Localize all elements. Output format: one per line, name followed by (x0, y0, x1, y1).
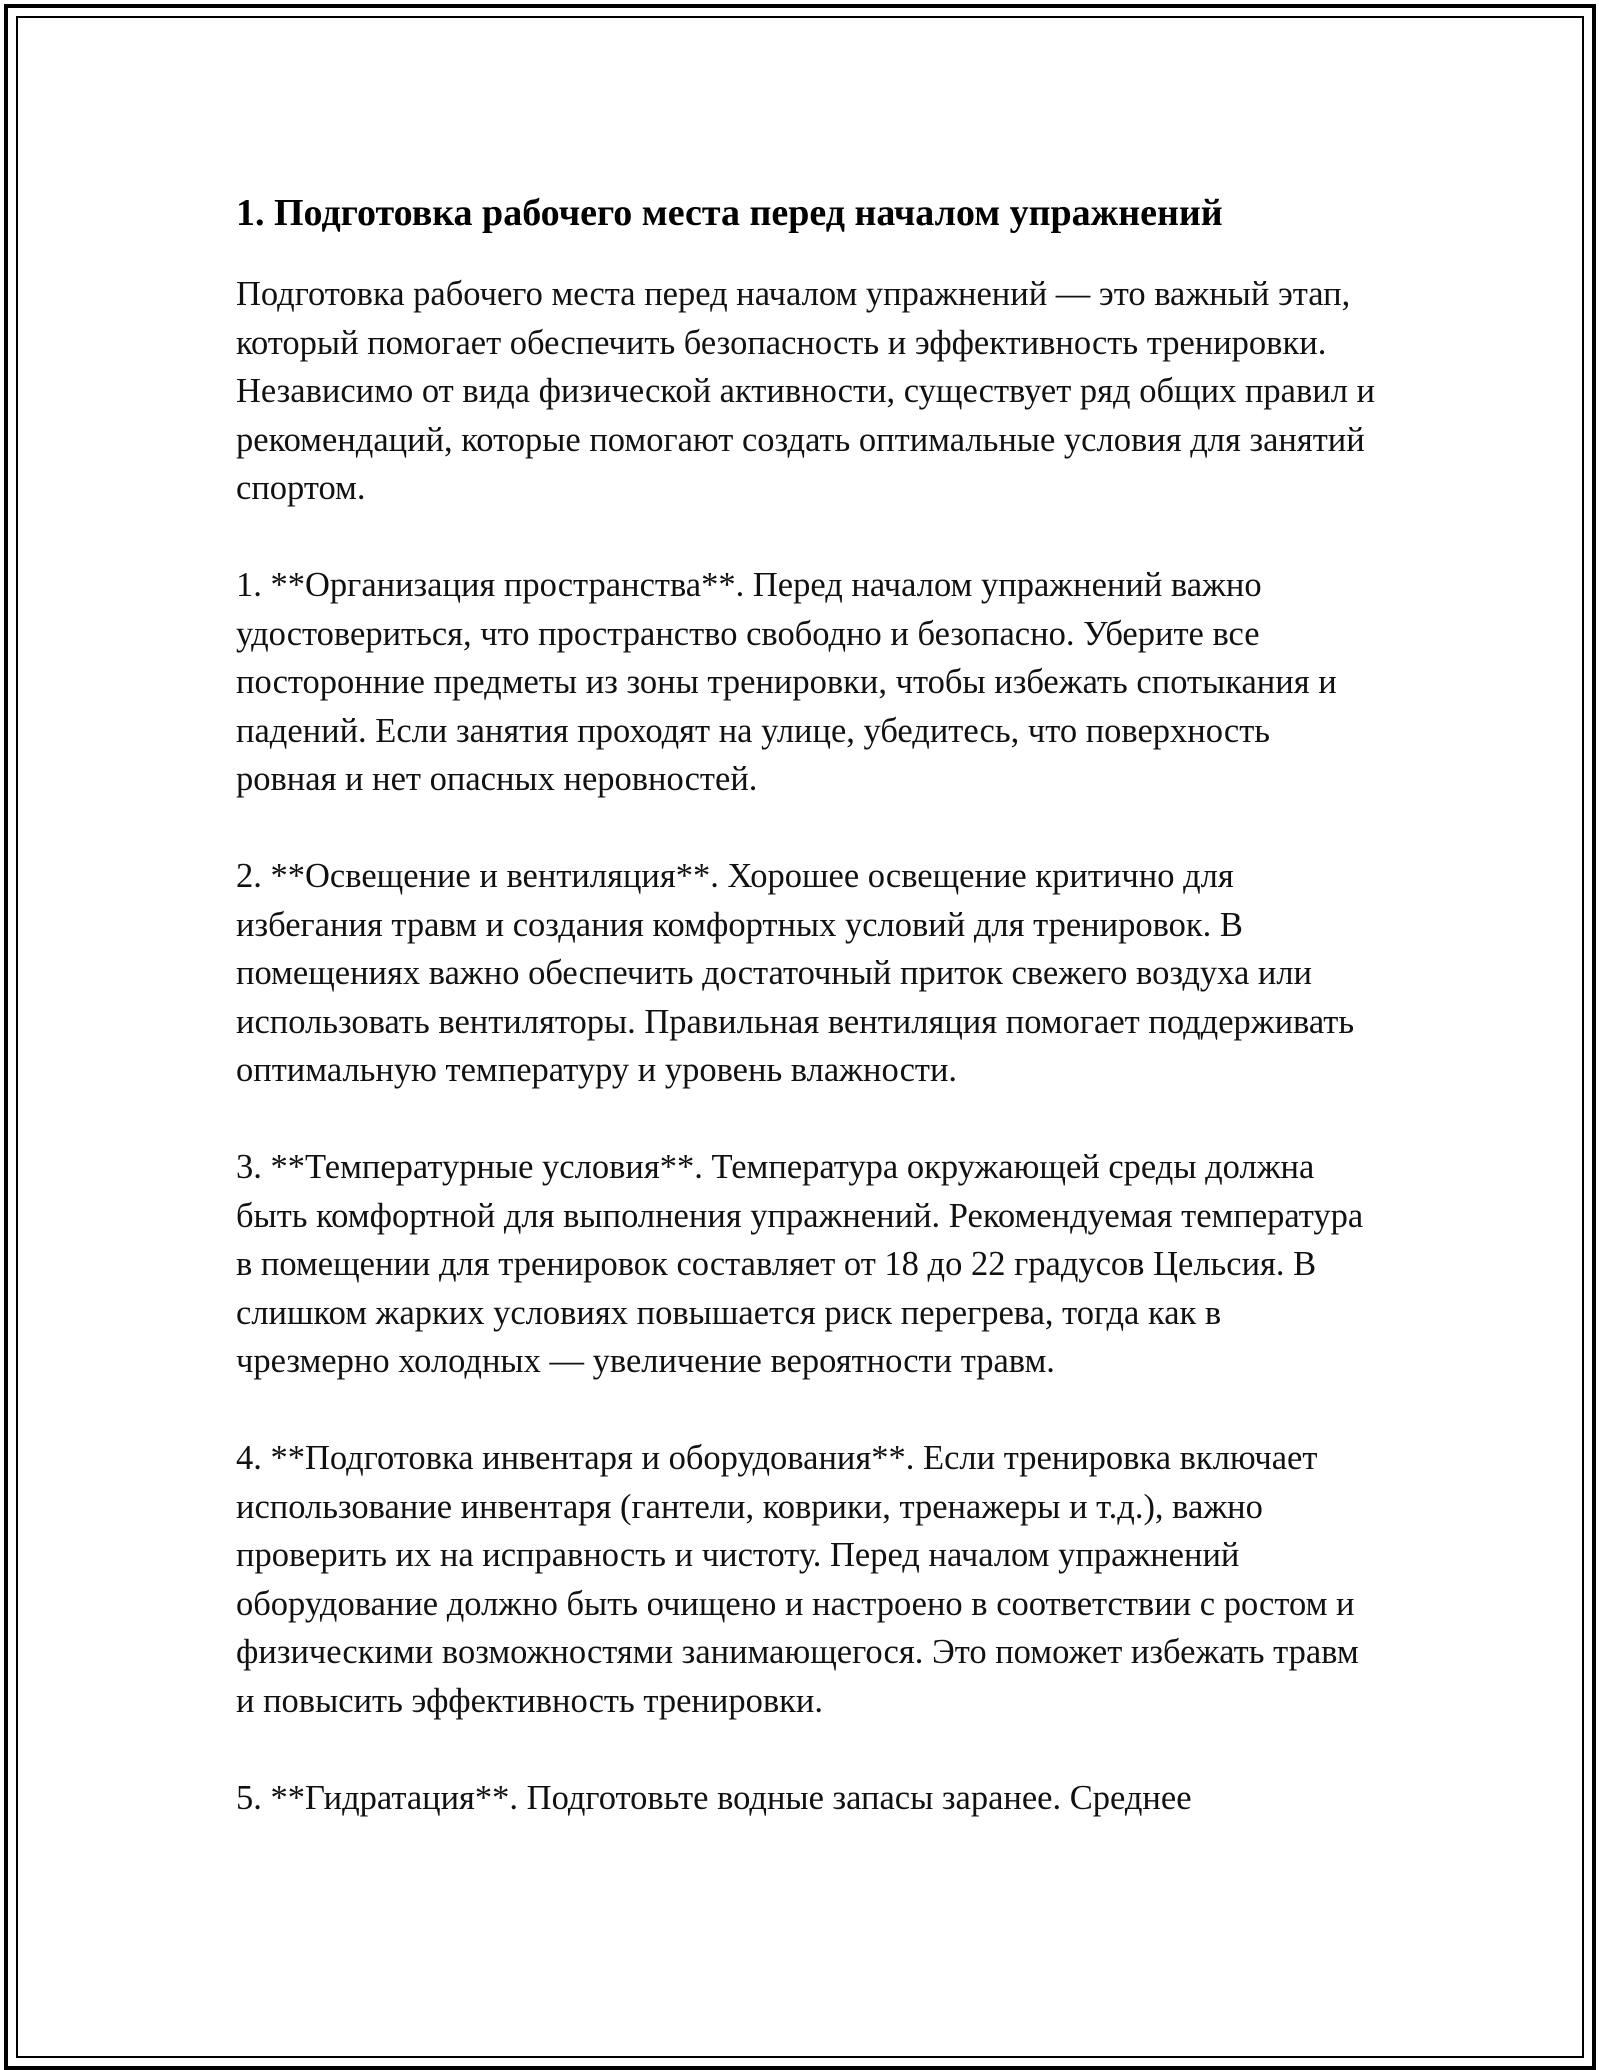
paragraph-lighting-ventilation: 2. **Освещение и вентиляция**. Хорошее освещение критично для избегания травм и создания комфортных условий для тренировок. В помещениях важно обеспечить достаточный приток свежего воздуха или использовать вентиляторы. Правильная вентиляция помогает поддерживать оптимальную температуру и уровень влажности. (236, 857, 1355, 1089)
paragraph-organization: 1. **Организация пространства**. Перед началом упражнений важно удостовериться, что пространство свободно и безопасно. Уберите все посторонние предметы из зоны тренировки, чтобы избежать спотыкания и падений. Если занятия проходят на улице, убедитесь, что поверхность ровная и нет опасных неровностей. (236, 566, 1337, 798)
paragraph-equipment: 4. **Подготовка инвентаря и оборудования**. Если тренировка включает использование инвентаря (гантели, коврики, тренажеры и т.д.), важно проверить их на исправность и чистоту. Перед началом упражнений оборудование должно быть очищено и настроено в соответствии с ростом и физическими возможностями занимающегося. Это поможет избежать травм и повысить эффективность тренировки. (236, 1439, 1359, 1720)
intro-paragraph: Подготовка рабочего места перед началом упражнений — это важный этап, который помогает обеспечить безопасность и эффективность тренировки. Независимо от вида физической активности, существует ряд общих правил и рекомендаций, которые помогают создать оптимальные условия для занятий спортом. (236, 275, 1376, 507)
document-body (236, 184, 1376, 1822)
paragraph-temperature: 3. **Температурные условия**. Температура окружающей среды должна быть комфортной для выполнения упражнений. Рекомендуемая температура в помещении для тренировок составляет от 18 до 22 градусов Цельсия. В слишком жарких условиях повышается риск перегрева, тогда как в чрезмерно холодных — увеличение вероятности травм. (236, 1148, 1364, 1380)
section-title: 1. Подготовка рабочего места перед началом упражнений (236, 192, 1223, 234)
paragraph-hydration: 5. **Гидратация**. Подготовьте водные запасы заранее. Среднее (236, 1778, 1192, 1817)
